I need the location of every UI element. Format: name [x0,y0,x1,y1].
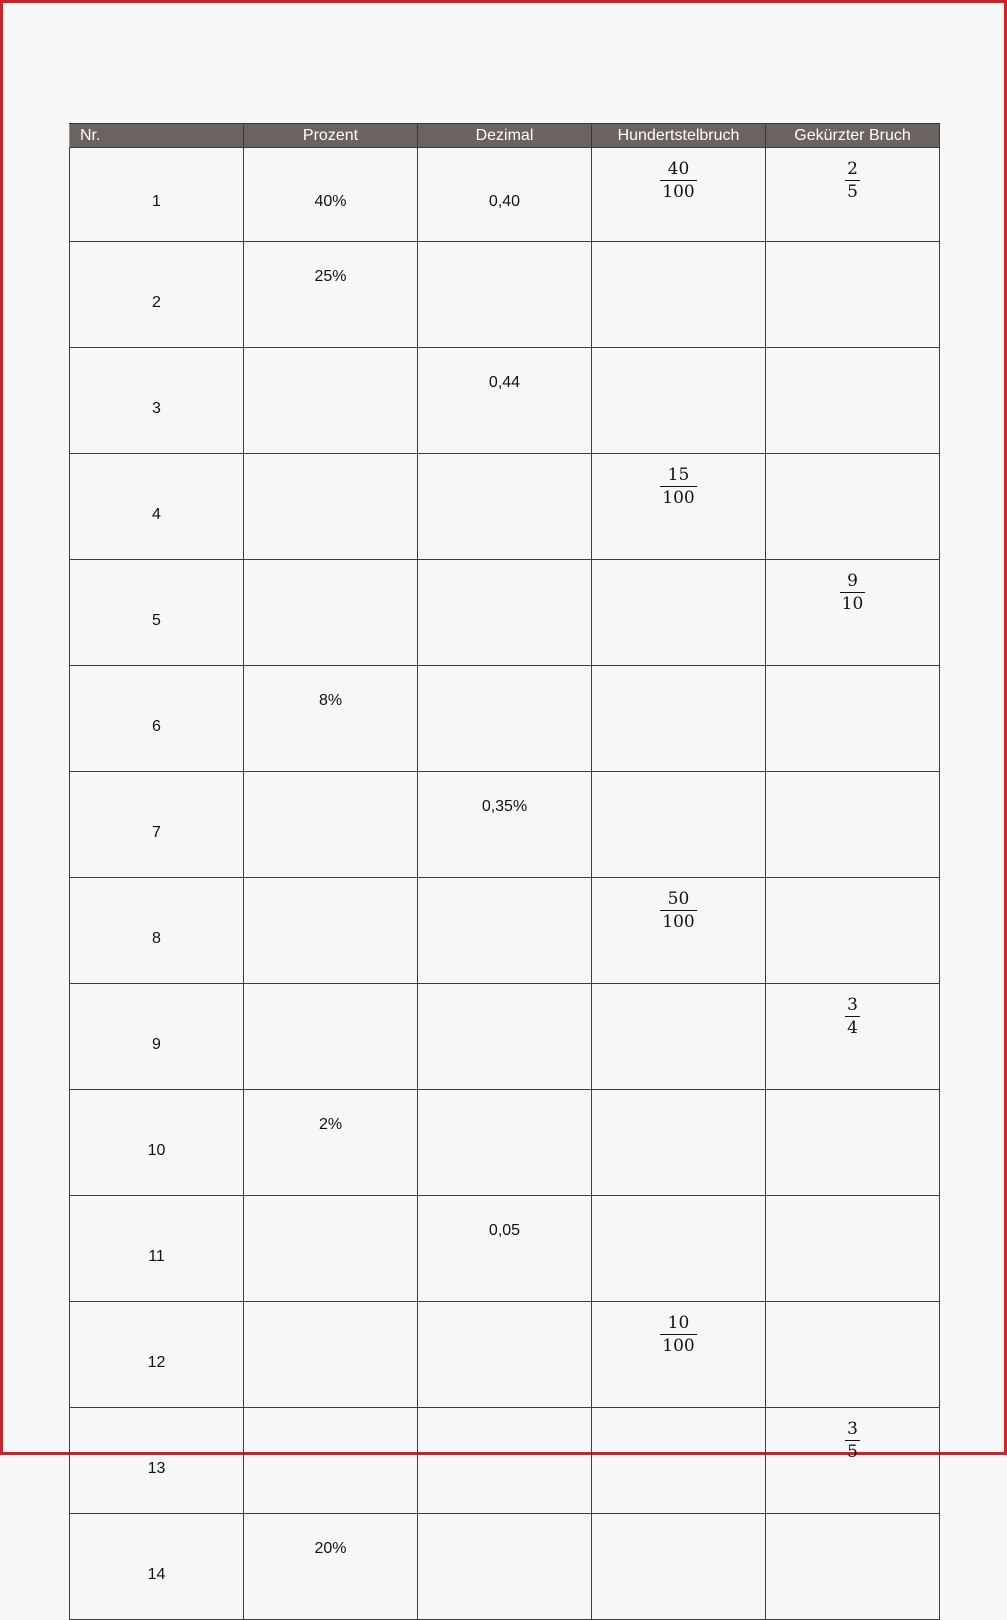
cell-hundertstelbruch[interactable] [592,878,766,984]
cell-nr: 1 [70,148,244,242]
cell-gekuerzter-bruch[interactable] [766,560,940,666]
fraction-numerator: 10 [667,1313,690,1333]
table-header-row [70,124,940,148]
cell-hundertstelbruch[interactable] [592,242,766,348]
cell-gekuerzter-bruch[interactable] [766,878,940,984]
cell-gekuerzter-bruch[interactable] [766,1408,940,1514]
table-row [70,454,940,560]
fraction [840,570,866,615]
cell-gekuerzter-bruch[interactable] [766,148,940,242]
cell-dezimal[interactable]: 0,44 [418,348,592,454]
header-nr: Nr. [70,124,244,148]
fraction-numerator: 40 [667,159,690,179]
fraction [660,158,696,203]
cell-prozent[interactable] [244,1302,418,1408]
cell-prozent[interactable] [244,1196,418,1302]
fraction [660,888,696,933]
cell-nr: 11 [70,1196,244,1302]
cell-nr: 2 [70,242,244,348]
cell-nr: 3 [70,348,244,454]
cell-hundertstelbruch[interactable] [592,1196,766,1302]
cell-gekuerzter-bruch[interactable] [766,348,940,454]
cell-hundertstelbruch[interactable] [592,772,766,878]
fraction-numerator: 2 [847,159,858,179]
cell-hundertstelbruch[interactable] [592,1090,766,1196]
cell-nr: 14 [70,1514,244,1620]
cell-nr: 10 [70,1090,244,1196]
cell-prozent[interactable]: 2% [244,1090,418,1196]
fraction-denominator: 100 [662,182,695,202]
cell-hundertstelbruch[interactable] [592,984,766,1090]
header-hundertstelbruch: Hundertstelbruch [592,124,766,148]
table-row [70,984,940,1090]
cell-hundertstelbruch[interactable] [592,1514,766,1620]
table-row [70,148,940,242]
cell-gekuerzter-bruch[interactable] [766,1514,940,1620]
fraction-numerator: 15 [667,465,690,485]
cell-prozent[interactable]: 40% [244,148,418,242]
cell-nr: 8 [70,878,244,984]
cell-prozent[interactable] [244,878,418,984]
fraction-denominator: 100 [662,1336,695,1356]
cell-prozent[interactable]: 8% [244,666,418,772]
cell-gekuerzter-bruch[interactable] [766,1302,940,1408]
fraction-numerator: 3 [847,995,858,1015]
cell-dezimal[interactable] [418,1090,592,1196]
cell-hundertstelbruch[interactable] [592,666,766,772]
table-row [70,1090,940,1196]
fraction-numerator: 50 [667,889,690,909]
fraction-denominator: 10 [841,594,864,614]
fraction-denominator: 4 [847,1018,858,1038]
cell-prozent[interactable] [244,984,418,1090]
header-prozent: Prozent [244,124,418,148]
cell-prozent[interactable]: 20% [244,1514,418,1620]
fraction-denominator: 5 [847,1442,858,1462]
cell-nr: 4 [70,454,244,560]
fraction-numerator: 9 [847,571,858,591]
cell-prozent[interactable] [244,454,418,560]
cell-gekuerzter-bruch[interactable] [766,1196,940,1302]
cell-gekuerzter-bruch[interactable] [766,772,940,878]
cell-nr: 9 [70,984,244,1090]
table-row [70,772,940,878]
cell-dezimal[interactable] [418,454,592,560]
cell-hundertstelbruch[interactable] [592,148,766,242]
fraction [660,464,696,509]
table-row [70,878,940,984]
table-row [70,1196,940,1302]
fraction [845,1418,860,1463]
cell-prozent[interactable] [244,772,418,878]
cell-hundertstelbruch[interactable] [592,454,766,560]
table-row [70,666,940,772]
fraction-denominator: 100 [662,488,695,508]
table-row [70,560,940,666]
cell-dezimal[interactable] [418,984,592,1090]
cell-gekuerzter-bruch[interactable] [766,454,940,560]
cell-dezimal[interactable]: 0,35% [418,772,592,878]
cell-dezimal[interactable] [418,666,592,772]
fraction-numerator: 3 [847,1419,858,1439]
cell-prozent[interactable] [244,560,418,666]
cell-nr: 7 [70,772,244,878]
cell-hundertstelbruch[interactable] [592,348,766,454]
cell-hundertstelbruch[interactable] [592,1408,766,1514]
cell-gekuerzter-bruch[interactable] [766,242,940,348]
cell-prozent[interactable] [244,1408,418,1514]
cell-gekuerzter-bruch[interactable] [766,1090,940,1196]
fraction [660,1312,696,1357]
cell-dezimal[interactable] [418,1302,592,1408]
table-row [70,1514,940,1620]
table-body [70,148,940,1620]
cell-prozent[interactable]: 25% [244,242,418,348]
cell-nr: 13 [70,1408,244,1514]
cell-prozent[interactable] [244,348,418,454]
header-gekuerzter-bruch: Gekürzter Bruch [766,124,940,148]
fraction [845,158,860,203]
cell-dezimal[interactable]: 0,05 [418,1196,592,1302]
cell-nr: 6 [70,666,244,772]
cell-dezimal[interactable] [418,1514,592,1620]
cell-nr: 5 [70,560,244,666]
table-row [70,242,940,348]
table-row [70,1408,940,1514]
cell-hundertstelbruch[interactable] [592,560,766,666]
cell-dezimal[interactable] [418,1408,592,1514]
cell-dezimal[interactable]: 0,40 [418,148,592,242]
cell-dezimal[interactable] [418,560,592,666]
header-dezimal: Dezimal [418,124,592,148]
fraction [845,994,860,1039]
cell-hundertstelbruch[interactable] [592,1302,766,1408]
conversion-table [69,123,940,1620]
cell-nr: 12 [70,1302,244,1408]
fraction-denominator: 100 [662,912,695,932]
cell-dezimal[interactable] [418,878,592,984]
table-row [70,1302,940,1408]
table-row [70,348,940,454]
cell-gekuerzter-bruch[interactable] [766,666,940,772]
cell-dezimal[interactable] [418,242,592,348]
cell-gekuerzter-bruch[interactable] [766,984,940,1090]
fraction-denominator: 5 [847,182,858,202]
